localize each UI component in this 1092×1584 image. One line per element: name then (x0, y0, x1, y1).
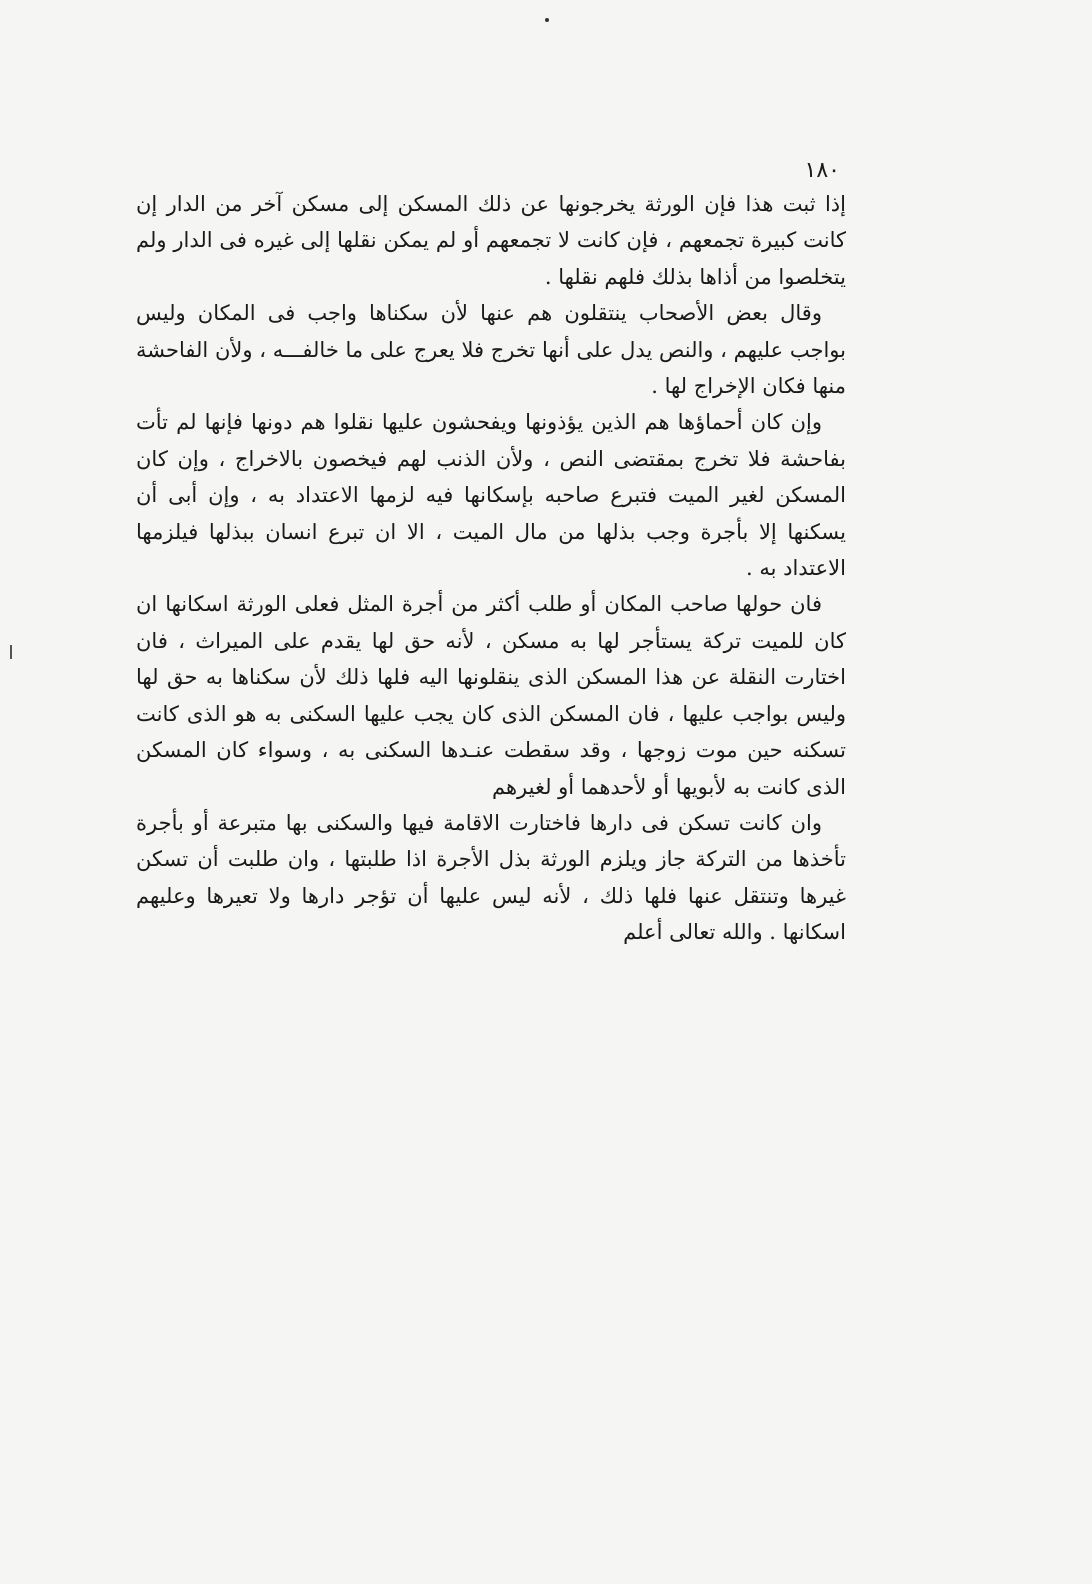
paragraph: وقال بعض الأصحاب ينتقلون هم عنها لأن سكناها واجب فى المكان وليس بواجب عليهم ، والنص يدل على أنها تخرج فلا يعرج على ما خالفـــه ، ولأن الفاحشة منها فكان الإخراج لها . (136, 301, 846, 399)
page-edge-mark (0, 645, 12, 659)
body-text (136, 186, 846, 951)
paragraph: وان كانت تسكن فى دارها فاختارت الاقامة فيها والسكنى بها متبرعة أو بأجرة تأخذها من التركة جاز ويلزم الورثة بذل الأجرة اذا طلبتها ، وان طلبت أن تسكن غيرها وتنتقل عنها فلها ذلك ، لأنه ليس عليها أن تؤجر دارها ولا تعيرها وعليهم اسكانها . والله تعالى أعلم (136, 810, 846, 945)
paragraph: فان حولها صاحب المكان أو طلب أكثر من أجرة المثل فعلى الورثة اسكانها ان كان للميت تركة يستأجر لها به مسكن ، لأنه حق لها يقدم على الميراث ، فان اختارت النقلة عن هذا المسكن الذى ينقلونها اليه فلها ذلك لأن سكناها به حق لها وليس بواجب عليها ، فان المسكن الذى كان يجب عليها السكنى به هو الذى كانت تسكنه حين موت زوجها ، وقد سقطت عنـدها السكنى به ، وسواء كان المسكن الذى كانت به لأبويها أو لأحدهما أو لغيرهم (136, 592, 846, 799)
paragraph: وإن كان أحماؤها هم الذين يؤذونها ويفحشون عليها نقلوا هم دونها فإنها لم تأت بفاحشة فلا تخرج بمقتضى النص ، ولأن الذنب لهم فيخصون بالاخراج ، وإن كان المسكن لغير الميت فتبرع صاحبه بإسكانها فيه لزمها الاعتداد به ، وإن أبى أن يسكنها إلا بأجرة وجب بذلها من مال الميت ، الا ان تبرع انسان ببذلها فيلزمها الاعتداد به . (136, 410, 846, 581)
page-number: ١٨٠ (804, 158, 840, 183)
paragraph: إذا ثبت هذا فإن الورثة يخرجونها عن ذلك المسكن إلى مسكن آخر من الدار إن كانت كبيرة تجمعهم ، فإن كانت لا تجمعهم أو لم يمكن نقلها إلى غيره فى الدار ولم يتخلصوا من أذاها بذلك فلهم نقلها . (136, 192, 846, 289)
ink-dot (545, 18, 549, 22)
